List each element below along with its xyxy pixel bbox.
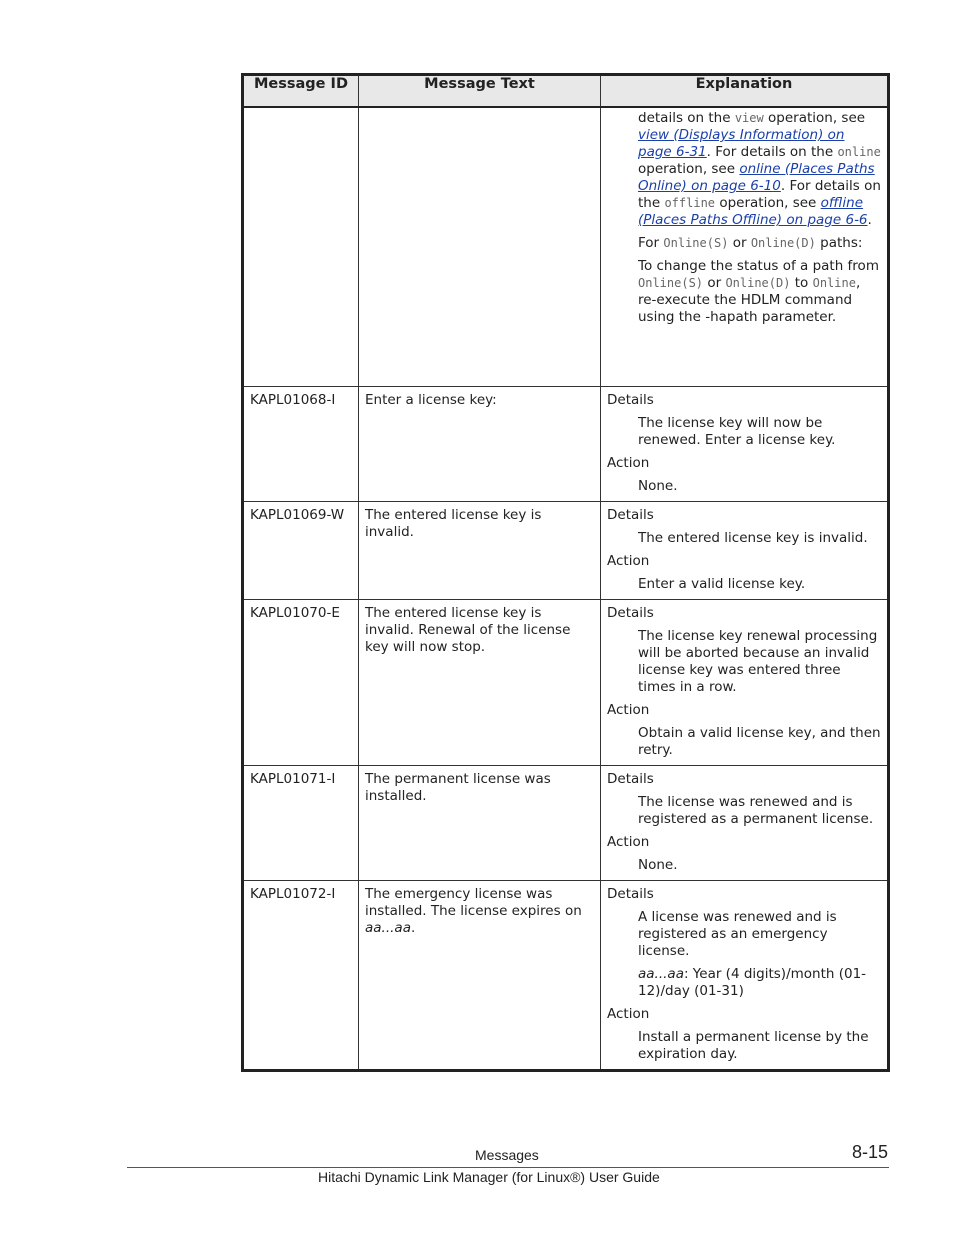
link-online-command[interactable]: online (Places Paths Online) on page 6-10 [638,161,875,194]
variable: aa...aa [638,965,684,982]
details-label: Details [607,391,654,408]
action-text: Enter a valid license key. [638,575,806,592]
link-offline-command[interactable]: offline (Places Paths Offline) on page 6-6 [638,195,868,228]
explanation [601,765,889,880]
details-label: Details [607,506,654,523]
details-text: The license key renewal processing will be aborted because an invalid license key was entered three times in a row. [638,627,878,695]
header-explanation: Explanation [601,75,889,108]
action-label: Action [607,701,650,718]
explanation [601,501,889,599]
footer-guide-title: Hitachi Dynamic Link Manager (for Linux®) User Guide [318,1169,660,1185]
details-label: Details [607,604,654,621]
action-text: None. [638,477,678,494]
text: paths: [815,235,863,251]
text: : Year (4 digits)/month (01-12)/day (01-31) [638,965,867,999]
text: details on the [638,110,735,126]
text: or [728,235,751,251]
action-text: None. [638,856,678,873]
footer-section-title: Messages [475,1147,539,1163]
explanation-paragraph [638,235,881,252]
table-header-row [243,75,889,108]
explanation [601,599,889,765]
table-row [243,501,889,599]
details-text: A license was renewed and is registered as an emergency license. [638,908,837,959]
cell-id-empty [243,107,359,386]
page-number: 8-15 [851,1142,888,1162]
text: operation, see [763,110,866,126]
text: To change the status of a path from [638,258,879,274]
text: operation, see [715,195,821,211]
footer-divider [127,1167,889,1168]
variable: aa...aa [365,919,411,936]
message-id: KAPL01069-W [243,501,359,599]
text: For [638,235,664,251]
text: , re-execute the HDLM command using the -hapath parameter. [638,275,861,325]
code-online-s: Online(S) [663,236,729,250]
text: . [410,919,416,936]
message-text: The entered license key is invalid. Renewal of the license key will now stop. [359,599,601,765]
text: or [703,275,726,291]
explanation-paragraph [638,110,881,229]
code-online-s: Online(S) [638,276,704,290]
code-offline: offline [664,196,716,210]
details-text: The entered license key is invalid. [638,529,868,546]
details-variable-desc [607,966,881,1000]
explanation [601,880,889,1070]
table-row [243,765,889,880]
details-label: Details [607,770,654,787]
explanation-paragraph [638,258,881,326]
details-text: The license was renewed and is registered as a permanent license. [638,793,874,827]
code-online: online [837,145,881,159]
text: operation, see [638,161,740,177]
code-online-d: Online(D) [725,276,791,290]
cell-explanation-continued [601,107,889,386]
text: . For details on the [638,178,881,211]
link-view-command[interactable]: view (Displays Information) on page 6-31 [638,127,845,160]
table-row [243,880,889,1070]
action-text: Install a permanent license by the expiration day. [638,1028,869,1062]
code-view: view [734,111,764,125]
table-row [243,386,889,501]
table-row [243,599,889,765]
message-id: KAPL01070-E [243,599,359,765]
message-id: KAPL01072-I [243,880,359,1070]
action-label: Action [607,552,650,569]
message-id: KAPL01068-I [243,386,359,501]
message-text [359,880,601,1070]
message-table [241,73,890,1072]
code-online: Online [812,276,856,290]
table-row-continuation [243,107,889,386]
action-label: Action [607,454,650,471]
action-label: Action [607,833,650,850]
code-online-d: Online(D) [750,236,816,250]
message-id: KAPL01071-I [243,765,359,880]
details-text: The license key will now be renewed. Enter a license key. [638,414,836,448]
message-text: Enter a license key: [359,386,601,501]
message-text: The permanent license was installed. [359,765,601,880]
text: . [867,212,872,228]
cell-text-empty [359,107,601,386]
header-message-text: Message Text [359,75,601,108]
text: to [790,275,813,291]
details-label: Details [607,885,654,902]
text: . For details on the [706,144,838,160]
explanation [601,386,889,501]
action-text: Obtain a valid license key, and then retry. [638,724,881,758]
action-label: Action [607,1005,650,1022]
message-text: The entered license key is invalid. [359,501,601,599]
text: The emergency license was installed. The license expires on [365,885,582,919]
header-message-id: Message ID [243,75,359,108]
